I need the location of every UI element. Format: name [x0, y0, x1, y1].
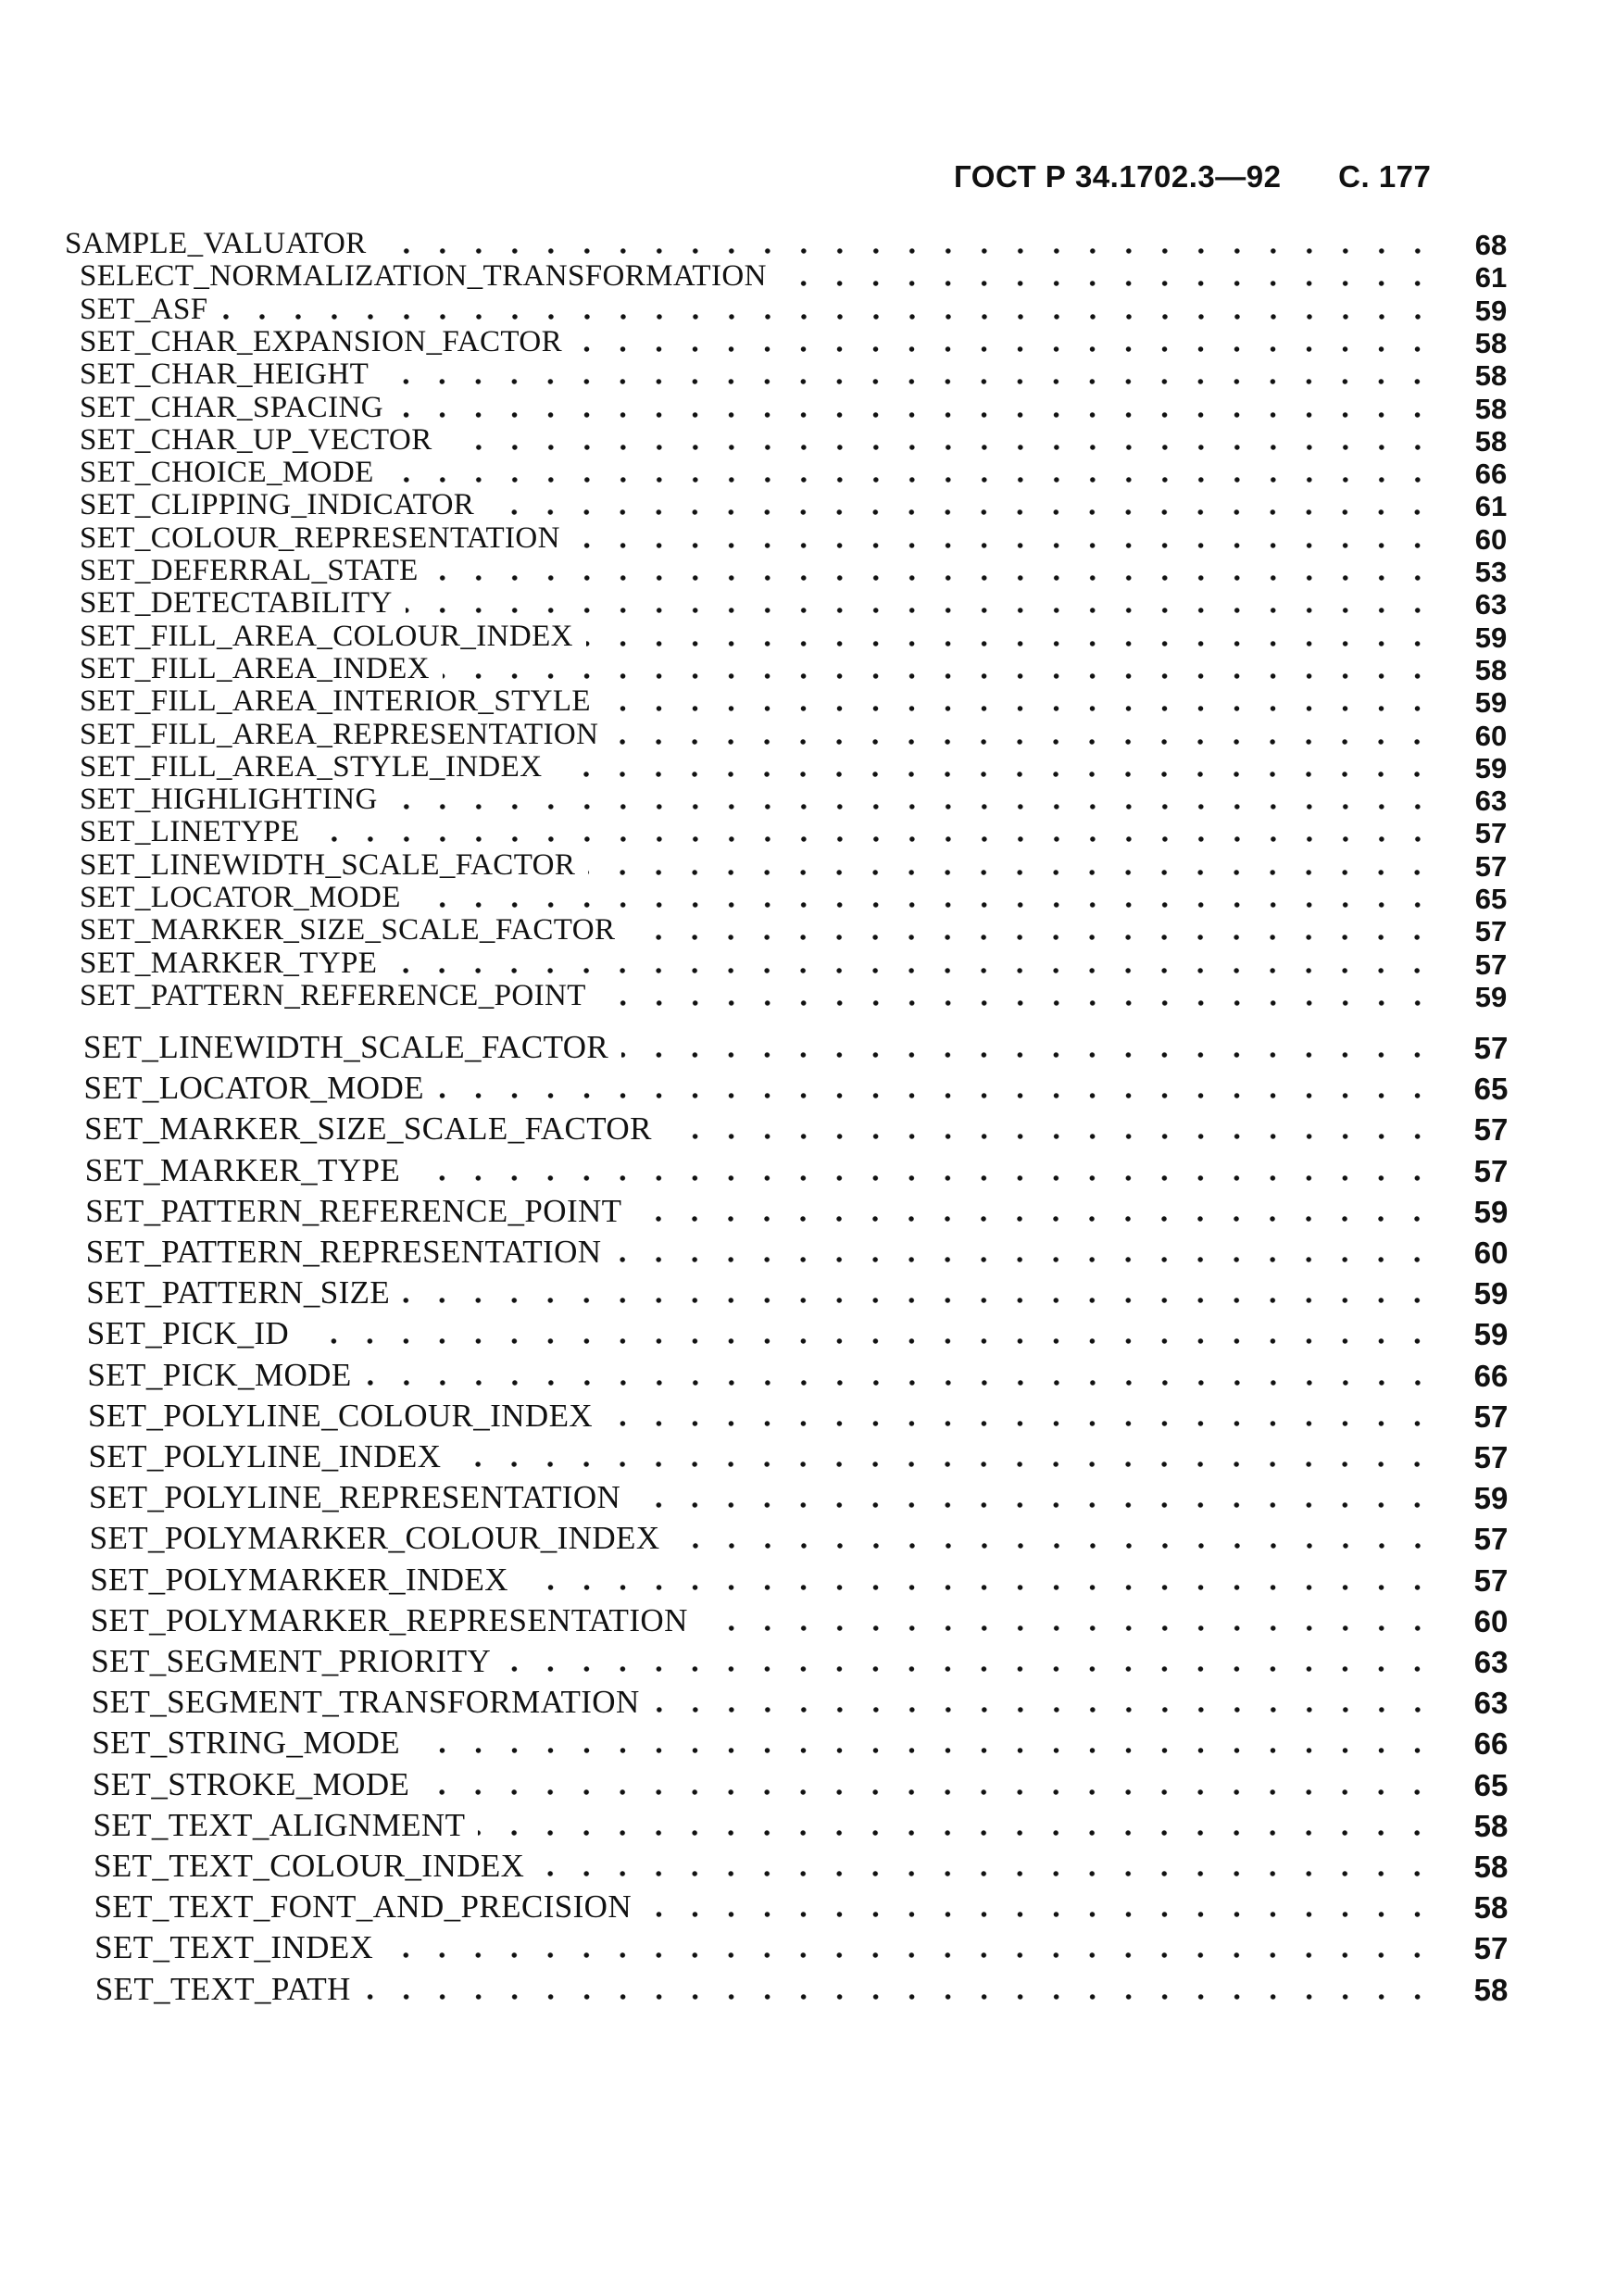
entry-page-number: 63 [1473, 1645, 1509, 1679]
dot-leader [604, 702, 1435, 715]
entry-page-number: 58 [1474, 653, 1508, 686]
entry-name: SET_PICK_MODE [87, 1356, 352, 1393]
document-reference: ГОСТ Р 34.1702.3—92 [954, 159, 1282, 194]
entry-page-number: 58 [1474, 392, 1508, 425]
entry-name: SET_POLYMARKER_INDEX [90, 1561, 508, 1598]
entry-page-number: 58 [1473, 1972, 1509, 2007]
index-entry [83, 1030, 1519, 1067]
index-entry [80, 553, 1519, 590]
entry-name: SET_HIGHLIGHTING [80, 783, 378, 817]
entry-page-number: 57 [1474, 817, 1508, 850]
entry-name: SET_FILL_AREA_INTERIOR_STYLE [80, 684, 591, 719]
dot-leader [387, 473, 1435, 486]
entry-name: SET_COLOUR_REPRESENTATION [80, 521, 560, 555]
dot-leader [537, 1867, 1435, 1880]
entry-page-number: 58 [1474, 326, 1508, 359]
dot-leader [414, 898, 1435, 911]
entry-page-number: 59 [1473, 1194, 1509, 1229]
index-entry [93, 1767, 1519, 1804]
entry-name: SET_PATTERN_REFERENCE_POINT [80, 978, 586, 1012]
index-entry [80, 455, 1519, 492]
index-entry [80, 847, 1519, 885]
entry-page-number: 65 [1473, 1072, 1509, 1107]
dot-leader [478, 1826, 1435, 1839]
index-entry [92, 1685, 1519, 1722]
dot-leader [611, 735, 1435, 748]
index-entry [89, 1439, 1520, 1476]
entry-name: SET_STRING_MODE [92, 1725, 400, 1762]
entry-name: SET_CHAR_HEIGHT [80, 358, 370, 392]
entry-page-number: 57 [1474, 947, 1508, 981]
dot-leader [391, 800, 1435, 813]
index-entry [94, 1849, 1519, 1886]
entry-page-number: 57 [1473, 1931, 1509, 1966]
index-entry [86, 1275, 1519, 1312]
entry-name: SET_PATTERN_REFERENCE_POINT [85, 1192, 622, 1229]
dot-leader [445, 441, 1435, 454]
entry-name: SELECT_NORMALIZATION_TRANSFORMATION [80, 259, 767, 294]
dot-leader [413, 1744, 1435, 1757]
entry-name: SET_LINEWIDTH_SCALE_FACTOR [80, 847, 576, 882]
entry-page-number: 63 [1474, 588, 1508, 621]
entry-page-number: 59 [1473, 1481, 1509, 1516]
entry-page-number: 58 [1473, 1808, 1509, 1843]
entry-name: SET_LOCATOR_MODE [83, 1070, 424, 1107]
entry-page-number: 59 [1474, 980, 1508, 1013]
entry-name: SET_TEXT_INDEX [94, 1929, 374, 1966]
dot-leader [403, 1294, 1435, 1307]
entry-name: SET_FILL_AREA_REPRESENTATION [80, 717, 599, 751]
dot-leader [382, 375, 1435, 388]
entry-page-number: 60 [1474, 522, 1508, 556]
index-entry [80, 324, 1519, 361]
index-entry [80, 749, 1519, 786]
dot-leader [665, 1130, 1435, 1143]
dot-leader [606, 1417, 1435, 1430]
dot-leader [621, 1048, 1435, 1061]
dot-leader [614, 1253, 1435, 1266]
dot-leader [422, 1786, 1435, 1799]
dot-leader [365, 1376, 1435, 1389]
index-entry [87, 1316, 1519, 1353]
entry-page-number: 57 [1473, 1112, 1509, 1148]
dot-leader [599, 997, 1435, 1010]
entry-page-number: 57 [1473, 1522, 1509, 1557]
dot-leader [628, 931, 1435, 944]
entry-name: SET_TEXT_COLOUR_INDEX [94, 1848, 525, 1884]
entry-page-number: 58 [1473, 1850, 1509, 1884]
index-entry [80, 782, 1519, 819]
index-entry [91, 1603, 1519, 1640]
index-entry [80, 422, 1519, 459]
index-entry [80, 585, 1519, 622]
dot-leader [645, 1908, 1435, 1921]
entry-name: SET_MARKER_TYPE [84, 1151, 401, 1188]
index-entry [80, 978, 1519, 1015]
dot-leader [588, 866, 1435, 879]
index-entry [87, 1358, 1519, 1395]
index-entry [84, 1111, 1519, 1148]
dot-leader [406, 604, 1435, 617]
entry-name: SET_PATTERN_REPRESENTATION [85, 1234, 602, 1270]
index-entry [80, 684, 1519, 721]
entry-page-number: 60 [1473, 1603, 1509, 1638]
entry-page-number: 57 [1473, 1562, 1509, 1598]
entry-name: SET_MARKER_TYPE [80, 946, 378, 980]
index-entry [91, 1644, 1519, 1681]
entry-page-number: 66 [1473, 1726, 1509, 1762]
entry-page-number: 68 [1474, 229, 1508, 261]
entry-name: SET_SEGMENT_PRIORITY [91, 1643, 492, 1679]
dot-leader [313, 833, 1435, 846]
entry-page-number: 59 [1473, 1276, 1509, 1311]
entry-page-number: 58 [1474, 359, 1508, 393]
entry-page-number: 61 [1474, 261, 1508, 295]
entry-name: SET_CHAR_SPACING [80, 390, 383, 424]
index-entry [85, 1194, 1519, 1231]
entry-name: SET_CHOICE_MODE [80, 456, 374, 490]
entry-page-number: 66 [1473, 1358, 1509, 1393]
entry-page-number: 58 [1474, 424, 1508, 458]
index-entry [86, 1235, 1519, 1272]
index-entry [95, 1972, 1519, 2009]
entry-page-number: 63 [1473, 1686, 1509, 1721]
index-entry [85, 1153, 1519, 1190]
dot-leader [575, 343, 1435, 356]
entry-name: SET_POLYLINE_REPRESENTATION [89, 1479, 621, 1516]
entry-page-number: 66 [1474, 458, 1508, 491]
index-entry [80, 880, 1519, 917]
entry-name: SET_TEXT_FONT_AND_PRECISION [94, 1888, 633, 1926]
entry-page-number: 57 [1474, 849, 1508, 883]
index-entry [88, 1399, 1519, 1436]
entry-page-number: 59 [1474, 751, 1508, 784]
dot-leader [633, 1499, 1435, 1512]
dot-leader [586, 637, 1435, 650]
index-entry [92, 1725, 1519, 1763]
index-entry [80, 946, 1519, 983]
dot-leader [302, 1335, 1435, 1348]
entry-name: SAMPLE_VALUATOR [65, 227, 367, 260]
index-entry [84, 1071, 1520, 1108]
entry-name: SET_PATTERN_SIZE [86, 1274, 391, 1311]
index-entry [90, 1521, 1519, 1558]
index-entry [94, 1889, 1520, 1926]
dot-leader [364, 1990, 1435, 2003]
entry-page-number: 65 [1473, 1767, 1509, 1802]
index-entry [80, 292, 1519, 329]
index-entry [80, 357, 1519, 394]
entry-name: SET_FILL_AREA_STYLE_INDEX [80, 749, 543, 784]
entry-page-number: 57 [1474, 915, 1508, 948]
dot-leader [555, 768, 1435, 781]
index-entry [65, 226, 1519, 263]
dot-leader [380, 245, 1435, 257]
dot-leader [413, 1172, 1435, 1185]
dot-leader [780, 277, 1435, 290]
entry-name: SET_CLIPPING_INDICATOR [80, 488, 475, 522]
entry-name: SET_STROKE_MODE [92, 1765, 410, 1802]
index-entry [80, 258, 1519, 295]
entry-page-number: 57 [1473, 1399, 1509, 1434]
dot-leader [573, 539, 1435, 552]
entry-name: SET_CHAR_UP_VECTOR [80, 422, 432, 457]
dot-leader [390, 964, 1435, 977]
entry-page-number: 59 [1474, 294, 1508, 327]
entry-name: SET_POLYLINE_COLOUR_INDEX [88, 1397, 594, 1434]
dot-leader [432, 571, 1435, 584]
entry-name: SET_POLYMARKER_COLOUR_INDEX [89, 1520, 660, 1557]
dot-leader [701, 1622, 1435, 1635]
index-entry [94, 1808, 1520, 1845]
entry-name: SET_ASF [80, 292, 208, 326]
index-entry [80, 487, 1519, 524]
entry-name: SET_FILL_AREA_INDEX [80, 651, 430, 685]
entry-name: SET_LINETYPE [80, 815, 300, 849]
index-entry [89, 1480, 1519, 1517]
dot-leader [634, 1212, 1435, 1225]
entry-name: SET_MARKER_SIZE_SCALE_FACTOR [84, 1110, 652, 1148]
dot-leader [504, 1662, 1435, 1675]
entry-name: SET_PICK_ID [86, 1315, 290, 1352]
entry-page-number: 59 [1474, 686, 1508, 720]
dot-leader [521, 1581, 1435, 1594]
dot-leader [673, 1539, 1435, 1552]
index-entry [80, 619, 1519, 656]
entry-name: SET_DETECTABILITY [80, 586, 393, 621]
entry-page-number: 65 [1474, 883, 1508, 915]
entry-name: SET_SEGMENT_TRANSFORMATION [91, 1684, 640, 1721]
entry-page-number: 59 [1473, 1317, 1509, 1352]
dot-leader [437, 1089, 1435, 1102]
entry-page-number: 63 [1474, 784, 1508, 818]
entry-name: SET_TEXT_PATH [94, 1970, 351, 2007]
dot-leader [443, 670, 1435, 683]
entry-page-number: 58 [1473, 1890, 1509, 1926]
entry-name: SET_POLYMARKER_REPRESENTATION [90, 1601, 688, 1638]
index-entry [80, 651, 1519, 688]
dot-leader [653, 1703, 1435, 1716]
index-entry [80, 912, 1519, 949]
entry-page-number: 57 [1473, 1440, 1509, 1474]
index-entry [90, 1562, 1519, 1600]
entry-page-number: 59 [1474, 621, 1508, 654]
entry-name: SET_LINEWIDTH_SCALE_FACTOR [83, 1029, 609, 1065]
index-entry [94, 1930, 1519, 1967]
index-entry [80, 717, 1519, 754]
entry-page-number: 61 [1474, 490, 1508, 523]
index-entry [80, 814, 1519, 851]
entry-page-number: 57 [1473, 1153, 1509, 1188]
entry-page-number: 57 [1473, 1031, 1509, 1065]
entry-page-number: 60 [1473, 1236, 1509, 1270]
entry-page-number: 53 [1474, 556, 1508, 588]
entry-page-number: 60 [1474, 719, 1508, 752]
index-entry [80, 521, 1519, 558]
dot-leader [221, 310, 1435, 323]
entry-name: SET_CHAR_EXPANSION_FACTOR [80, 324, 562, 358]
dot-leader [487, 506, 1435, 519]
entry-name: SET_FILL_AREA_COLOUR_INDEX [80, 619, 573, 653]
entry-name: SET_DEFERRAL_STATE [80, 554, 419, 587]
entry-name: SET_MARKER_SIZE_SCALE_FACTOR [80, 913, 616, 947]
entry-name: SET_POLYLINE_INDEX [88, 1438, 442, 1474]
dot-leader [396, 408, 1435, 421]
entry-name: SET_TEXT_ALIGNMENT [93, 1806, 466, 1843]
entry-name: SET_LOCATOR_MODE [80, 881, 401, 914]
index-entry [80, 390, 1519, 427]
dot-leader [454, 1458, 1435, 1471]
dot-leader [386, 1949, 1435, 1962]
page-number: С. 177 [1338, 159, 1432, 194]
